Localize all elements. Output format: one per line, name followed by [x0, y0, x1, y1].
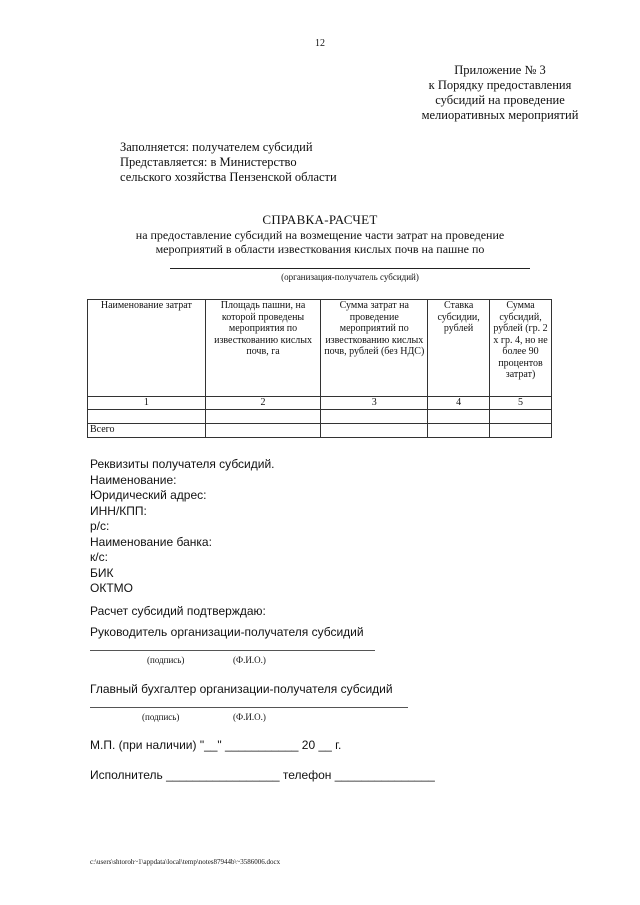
table-cell[interactable]: [321, 409, 428, 423]
header-cost-name: Наименование затрат: [88, 300, 206, 397]
head-signature-line[interactable]: [90, 650, 375, 651]
table-number-row: [88, 397, 552, 410]
organization-caption: (организация-получатель субсидий): [281, 272, 419, 282]
table-cell[interactable]: [428, 423, 490, 437]
confirm-label: Расчет субсидий подтверждаю:: [90, 604, 266, 618]
requisite-bank-label: Наименование банка:: [90, 534, 212, 549]
table-cell[interactable]: [321, 423, 428, 437]
requisites-block: [90, 457, 275, 597]
header-rate: Ставка субсидии, рублей: [428, 300, 490, 397]
head-fio-caption: (Ф.И.О.): [233, 655, 266, 665]
column-number: 1: [88, 397, 206, 410]
table-cell[interactable]: [490, 423, 552, 437]
appendix-block: [410, 63, 590, 123]
fill-note-line: сельского хозяйства Пензенской области: [120, 170, 337, 184]
requisite-oktmo-label: ОКТМО: [90, 581, 133, 595]
appendix-line: мелиоративных мероприятий: [421, 108, 579, 122]
executor-phone-line: Исполнитель _________________ телефон _______________: [90, 768, 435, 782]
table-cell[interactable]: [490, 409, 552, 423]
column-number: 2: [205, 397, 321, 410]
organization-fill-line[interactable]: [170, 268, 530, 269]
fill-note-line: Заполняется: получателем субсидий: [120, 140, 313, 154]
document-subtitle: [120, 229, 520, 256]
appendix-line: субсидий на проведение: [435, 93, 565, 107]
costs-table: [87, 299, 552, 438]
requisite-address-label: Юридический адрес:: [90, 488, 207, 502]
total-label: Всего: [88, 423, 206, 437]
table-total-row: [88, 423, 552, 437]
table-cell[interactable]: [88, 409, 206, 423]
requisite-account-label: р/с:: [90, 519, 110, 533]
requisites-heading: Реквизиты получателя субсидий.: [90, 457, 275, 471]
header-subsidy-sum: Сумма субсидий, рублей (гр. 2 x гр. 4, но не более 90 процентов затрат): [490, 300, 552, 397]
page-number: 12: [315, 38, 325, 49]
requisite-inn-label: ИНН/КПП:: [90, 503, 147, 518]
footer-file-path: c:\users\shtoroh~1\appdata\local\temp\notes87944b\~3586006.docx: [90, 858, 281, 866]
appendix-line: к Порядку предоставления: [428, 78, 572, 92]
subtitle-line: на предоставление субсидий на возмещение части затрат на проведение: [135, 228, 505, 242]
table-cell[interactable]: [205, 409, 321, 423]
subtitle-line: мероприятий в области известкования кислых почв на пашне по: [155, 241, 485, 256]
accountant-label: Главный бухгалтер организации-получателя субсидий: [90, 682, 393, 696]
column-number: 5: [490, 397, 552, 410]
column-number: 3: [321, 397, 428, 410]
table-cell[interactable]: [205, 423, 321, 437]
table-row: [88, 409, 552, 423]
fill-note-line: Представляется: в Министерство: [120, 155, 297, 169]
requisite-bik-label: БИК: [90, 565, 114, 580]
table-cell[interactable]: [428, 409, 490, 423]
header-area: Площадь пашни, на которой проведены мероприятия по известкованию кислых почв, га: [205, 300, 321, 397]
requisite-name-label: Наименование:: [90, 472, 177, 487]
accountant-fio-caption: (Ф.И.О.): [233, 712, 266, 722]
fill-note: [120, 140, 337, 185]
header-cost-sum: Сумма затрат на проведение мероприятий по известкованию кислых почв, рублей (без НДС): [321, 300, 428, 397]
requisite-corr-label: к/с:: [90, 550, 108, 564]
head-signature-caption: (подпись): [147, 655, 185, 665]
table-header-row: [88, 300, 552, 397]
accountant-signature-caption: (подпись): [142, 712, 180, 722]
accountant-signature-line[interactable]: [90, 707, 408, 708]
head-label: Руководитель организации-получателя субсидий: [90, 625, 364, 639]
document-title: СПРАВКА-РАСЧЕТ: [262, 212, 378, 227]
column-number: 4: [428, 397, 490, 410]
stamp-date-line: М.П. (при наличии) "__" ___________ 20 __ г.: [90, 738, 342, 752]
appendix-line: Приложение № 3: [454, 63, 546, 77]
